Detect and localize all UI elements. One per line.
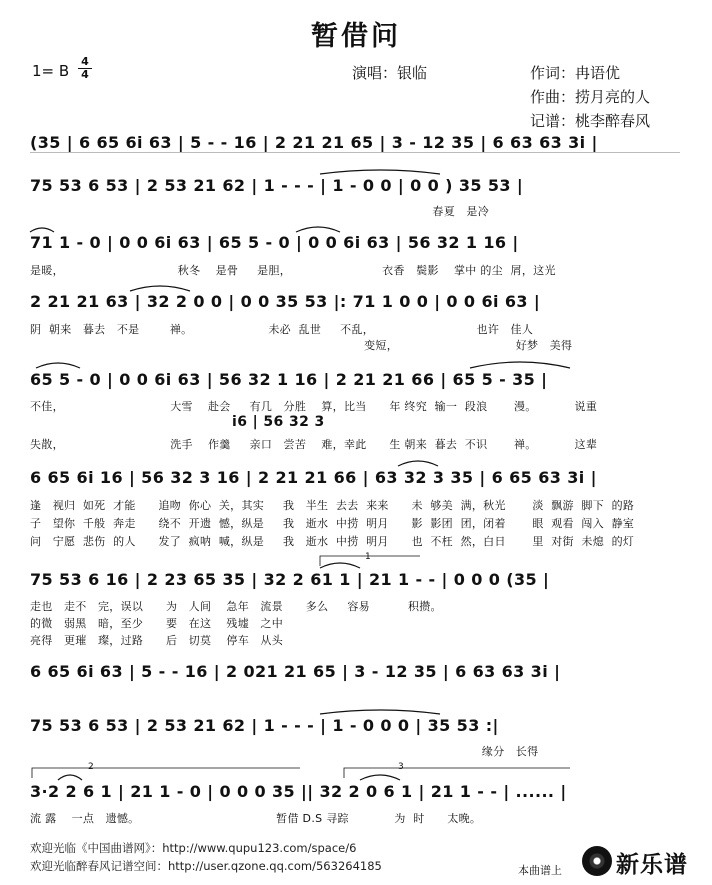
- notation-row: 75 53 6 16 | 2 23 65 35 | 32 2 61 1 | 21 1 - - | 0 0 0 (35 |: [30, 570, 550, 589]
- lyric-line: 问 宁愿 悲伤 的人 发了 疯呐 喊，纵是 我 逝水 中捞 明月 也 不枉 然，白日 里 对街 未熄 的灯: [30, 535, 635, 548]
- slur: [320, 170, 440, 174]
- notation-row: 6 65 6i 16 | 56 32 3 16 | 2 21 21 66 | 63 32 3 35 | 6 65 63 3i |: [30, 468, 597, 487]
- lyric-line: 缘分 长得: [30, 745, 539, 758]
- lyric-line: 变短， 好梦 美得: [30, 339, 573, 352]
- slur: [130, 286, 190, 291]
- disc-icon: [582, 846, 612, 876]
- notation-row: 2 21 21 63 | 32 2 0 0 | 0 0 35 53 |: 71 1 0 0 | 0 0 6i 63 |: [30, 292, 541, 311]
- slur: [360, 775, 400, 780]
- meter-top: 4: [81, 55, 89, 68]
- lyric-line: 阴 朝来 暮去 不是 禅。 未必 乱世 不乱， 也许 佳人: [30, 323, 534, 336]
- volta-marker: 1: [365, 552, 371, 562]
- key-signature: 1= B: [32, 62, 70, 80]
- slur: [470, 362, 570, 368]
- volta-bracket: [344, 768, 570, 778]
- volta-marker: 3: [398, 762, 404, 772]
- notation-row: (35 | 6 65 6i 63 | 5 - - 16 | 2 21 21 65 | 3 - 12 35 | 6 63 63 3i |: [30, 133, 598, 152]
- lyric-line: 是暖， 秋冬 是骨 是胆， 衣香 鬓影 掌中 的尘 屑，这光: [30, 264, 556, 277]
- volta-marker: 2: [88, 762, 94, 772]
- copyright-note: 本曲谱上: [518, 864, 562, 877]
- volta-bracket: [32, 768, 300, 778]
- slur: [296, 227, 340, 232]
- notation-row: 71 1 - 0 | 0 0 6i 63 | 65 5 - 0 | 0 0 6i 63 | 56 32 1 16 |: [30, 233, 519, 252]
- score-title: 暂借问: [311, 21, 401, 52]
- notation-row: 75 53 6 53 | 2 53 21 62 | 1 - - - | 1 - 0 0 0 | 35 53 :|: [30, 716, 499, 735]
- lyric-line: 春夏 是冷: [30, 205, 490, 218]
- notation-row: 6 65 6i 63 | 5 - - 16 | 2 021 21 65 | 3 - 12 35 | 6 63 63 3i |: [30, 662, 561, 681]
- lyricist: 作词：冉语优: [530, 64, 621, 82]
- singer: 演唱：银临: [352, 64, 428, 82]
- notation-row: 75 53 6 53 | 2 53 21 62 | 1 - - - | 1 - 0 0 | 0 0 ) 35 53 |: [30, 176, 524, 195]
- variant-measure: i6 | 56 32 3: [232, 414, 325, 430]
- slur: [398, 461, 438, 466]
- volta-bracket: [320, 556, 420, 566]
- slur: [320, 563, 360, 568]
- composer: 作曲：捞月亮的人: [530, 88, 651, 106]
- meter-bottom: 4: [81, 68, 89, 81]
- lyric-line: 逢 视归 如死 才能 追吻 你心 关，其实 我 半生 去去 来来 未 够美 满，秋光 淡 飘游 脚下 的路: [30, 499, 635, 512]
- lyric-line: 不佳， 大雪 赴会 有几 分胜 算，比当 年 终究 输一 段浪 漫。 说重: [30, 400, 598, 413]
- slur: [320, 710, 440, 714]
- notation-row: 3·2 2 6 1 | 21 1 - 0 | 0 0 0 35 || 32 2 0 6 1 | 21 1 - - | ...... |: [30, 782, 567, 801]
- lyric-line: 子 望你 千般 奔走 绕不 开遗 憾，纵是 我 逝水 中捞 明月 影 影团 团，闭着 眼 观看 闯入 静室: [30, 517, 635, 530]
- lyric-line: 失散， 洗手 作羹 亲口 尝苦 难，幸此 生 朝来 暮去 不识 禅。 这辈: [30, 438, 598, 451]
- lyric-line: 亮得 更璀 璨，过路 后 切莫 停车 从头: [30, 634, 284, 647]
- notation-row: 65 5 - 0 | 0 0 6i 63 | 56 32 1 16 | 2 21 21 66 | 65 5 - 35 |: [30, 370, 548, 389]
- transcriber: 记谱：桃李醉春风: [530, 112, 651, 130]
- slur: [30, 228, 54, 232]
- site-logo: [582, 840, 708, 880]
- lyric-line: 流 露 一点 遗憾。 暂借 D.S 寻踪 为 时 太晚。: [30, 812, 482, 825]
- logo-text: 新乐谱: [616, 852, 688, 878]
- lyric-line: 走也 走不 完，误以 为 人间 急年 流景 多么 容易 积攒。: [30, 600, 442, 613]
- footer-line: 欢迎光临醉春风记谱空间：http://user.qzone.qq.com/563264185: [30, 859, 382, 873]
- lyric-line: 的微 弱黑 暗，至少 要 在这 残墟 之中: [30, 617, 284, 630]
- slur: [36, 363, 80, 368]
- slur: [58, 775, 82, 780]
- footer-line: 欢迎光临《中国曲谱网》：http://www.qupu123.com/space/6: [30, 841, 357, 855]
